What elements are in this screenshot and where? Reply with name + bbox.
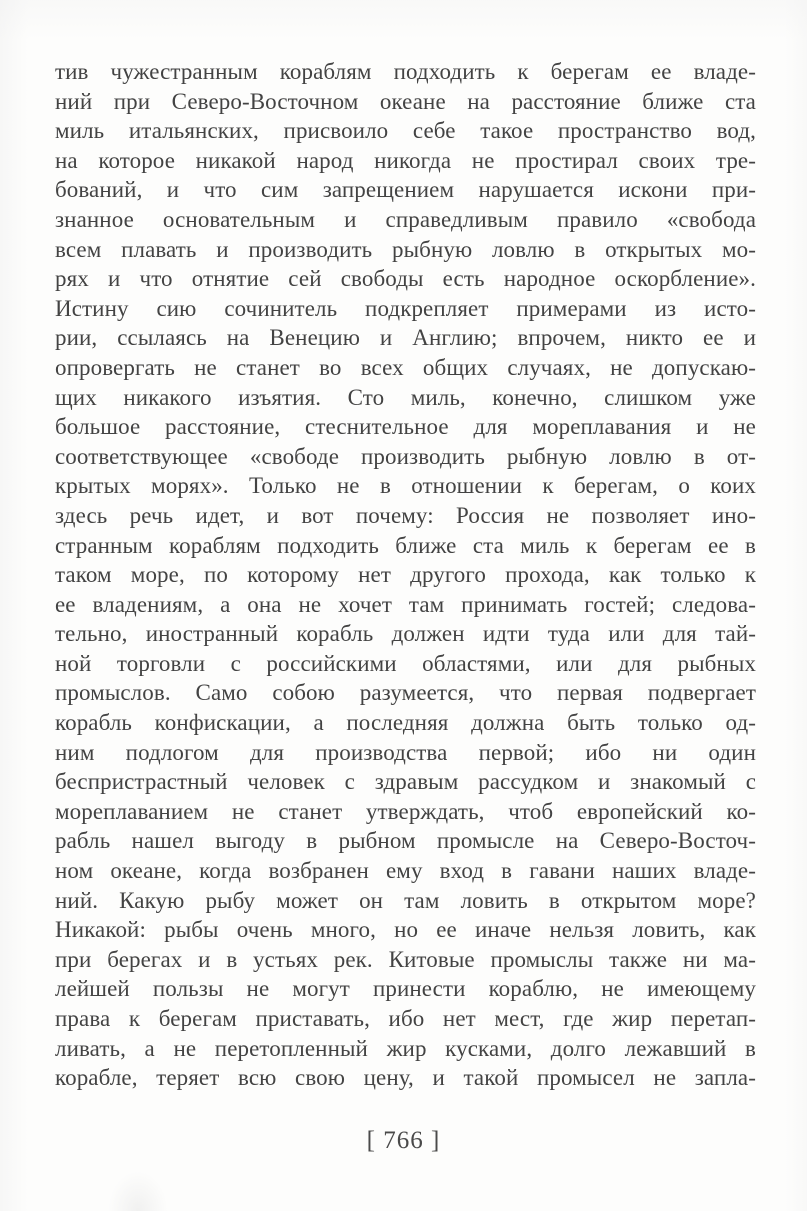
text-line: таком море, по которому нет другого прохода, как только к xyxy=(55,562,756,588)
text-line: корабле, теряет всю свою цену, и такой промысел не запла- xyxy=(55,1065,756,1091)
text-line: всем плавать и производить рыбную ловлю в открытых мо- xyxy=(55,236,756,262)
text-line: лейшей пользы не могут принести кораблю, не имеющему xyxy=(55,976,756,1002)
text-line: корабль конфискации, а последняя должна быть только од- xyxy=(55,710,756,736)
text-line: Никакой: рыбы очень много, но ее иначе нельзя ловить, как xyxy=(55,917,756,943)
text-line: Истину сию сочинитель подкрепляет примерами из исто- xyxy=(55,295,756,321)
text-line: крытых морях». Только не в отношении к берегам, о коих xyxy=(55,473,756,499)
text-line: миль итальянских, присвоило себе такое пространство вод, xyxy=(55,118,756,144)
scan-shadow-artifact xyxy=(108,1171,168,1211)
text-line: промыслов. Само собою разумеется, что первая подвергает xyxy=(55,680,756,706)
text-line: рях и что отнятие сей свободы есть народное оскорбление». xyxy=(55,266,756,292)
page-text xyxy=(55,57,756,1093)
text-line: тельно, иностранный корабль должен идти туда или для тай- xyxy=(55,621,756,647)
text-line: беспристрастный человек с здравым рассудком и знакомый с xyxy=(55,769,756,795)
page-number: [ 766 ] xyxy=(366,1127,441,1154)
text-line: большое расстояние, стеснительное для мореплавания и не xyxy=(55,414,756,440)
text-line: странным кораблям подходить ближе ста миль к берегам ее в xyxy=(55,532,756,558)
text-line: мореплаванием не станет утверждать, чтоб европейский ко- xyxy=(55,798,756,824)
text-line: рабль нашел выгоду в рыбном промысле на Северо-Восточ- xyxy=(55,828,756,854)
text-line: ний при Северо-Восточном океане на расстояние ближе ста xyxy=(55,88,756,114)
text-line: бований, и что сим запрещением нарушается искони при- xyxy=(55,177,756,203)
text-line: на которое никакой народ никогда не простирал своих тре- xyxy=(55,147,756,173)
text-line: соответствующее «свободе производить рыбную ловлю в от- xyxy=(55,443,756,469)
text-line: при берегах и в устьях рек. Китовые промыслы также ни ма- xyxy=(55,946,756,972)
text-line: опровергать не станет во всех общих случаях, не допускаю- xyxy=(55,354,756,380)
text-line: щих никакого изъятия. Сто миль, конечно, слишком уже xyxy=(55,384,756,410)
text-line: тив чужестранным кораблям подходить к берегам ее владе- xyxy=(55,59,756,84)
text-line: права к берегам приставать, ибо нет мест, где жир перетап- xyxy=(55,1006,756,1031)
text-line: ливать, а не перетопленный жир кусками, долго лежавший в xyxy=(55,1035,756,1061)
text-line: рии, ссылаясь на Венецию и Англию; впрочем, никто ее и xyxy=(55,325,756,351)
text-line: ее владениям, а она не хочет там принимать гостей; следова- xyxy=(55,591,756,617)
text-line: ной торговли с российскими областями, или для рыбных xyxy=(55,650,756,676)
text-line: ним подлогом для производства первой; ибо ни один xyxy=(55,739,756,765)
text-line: знанное основательным и справедливым правило «свобода xyxy=(55,206,756,232)
text-line: ний. Какую рыбу может он там ловить в открытом море? xyxy=(55,887,756,913)
text-line: здесь речь идет, и вот почему: Россия не позволяет ино- xyxy=(55,502,756,528)
text-line: ном океане, когда возбранен ему вход в гавани наших владе- xyxy=(55,858,756,884)
